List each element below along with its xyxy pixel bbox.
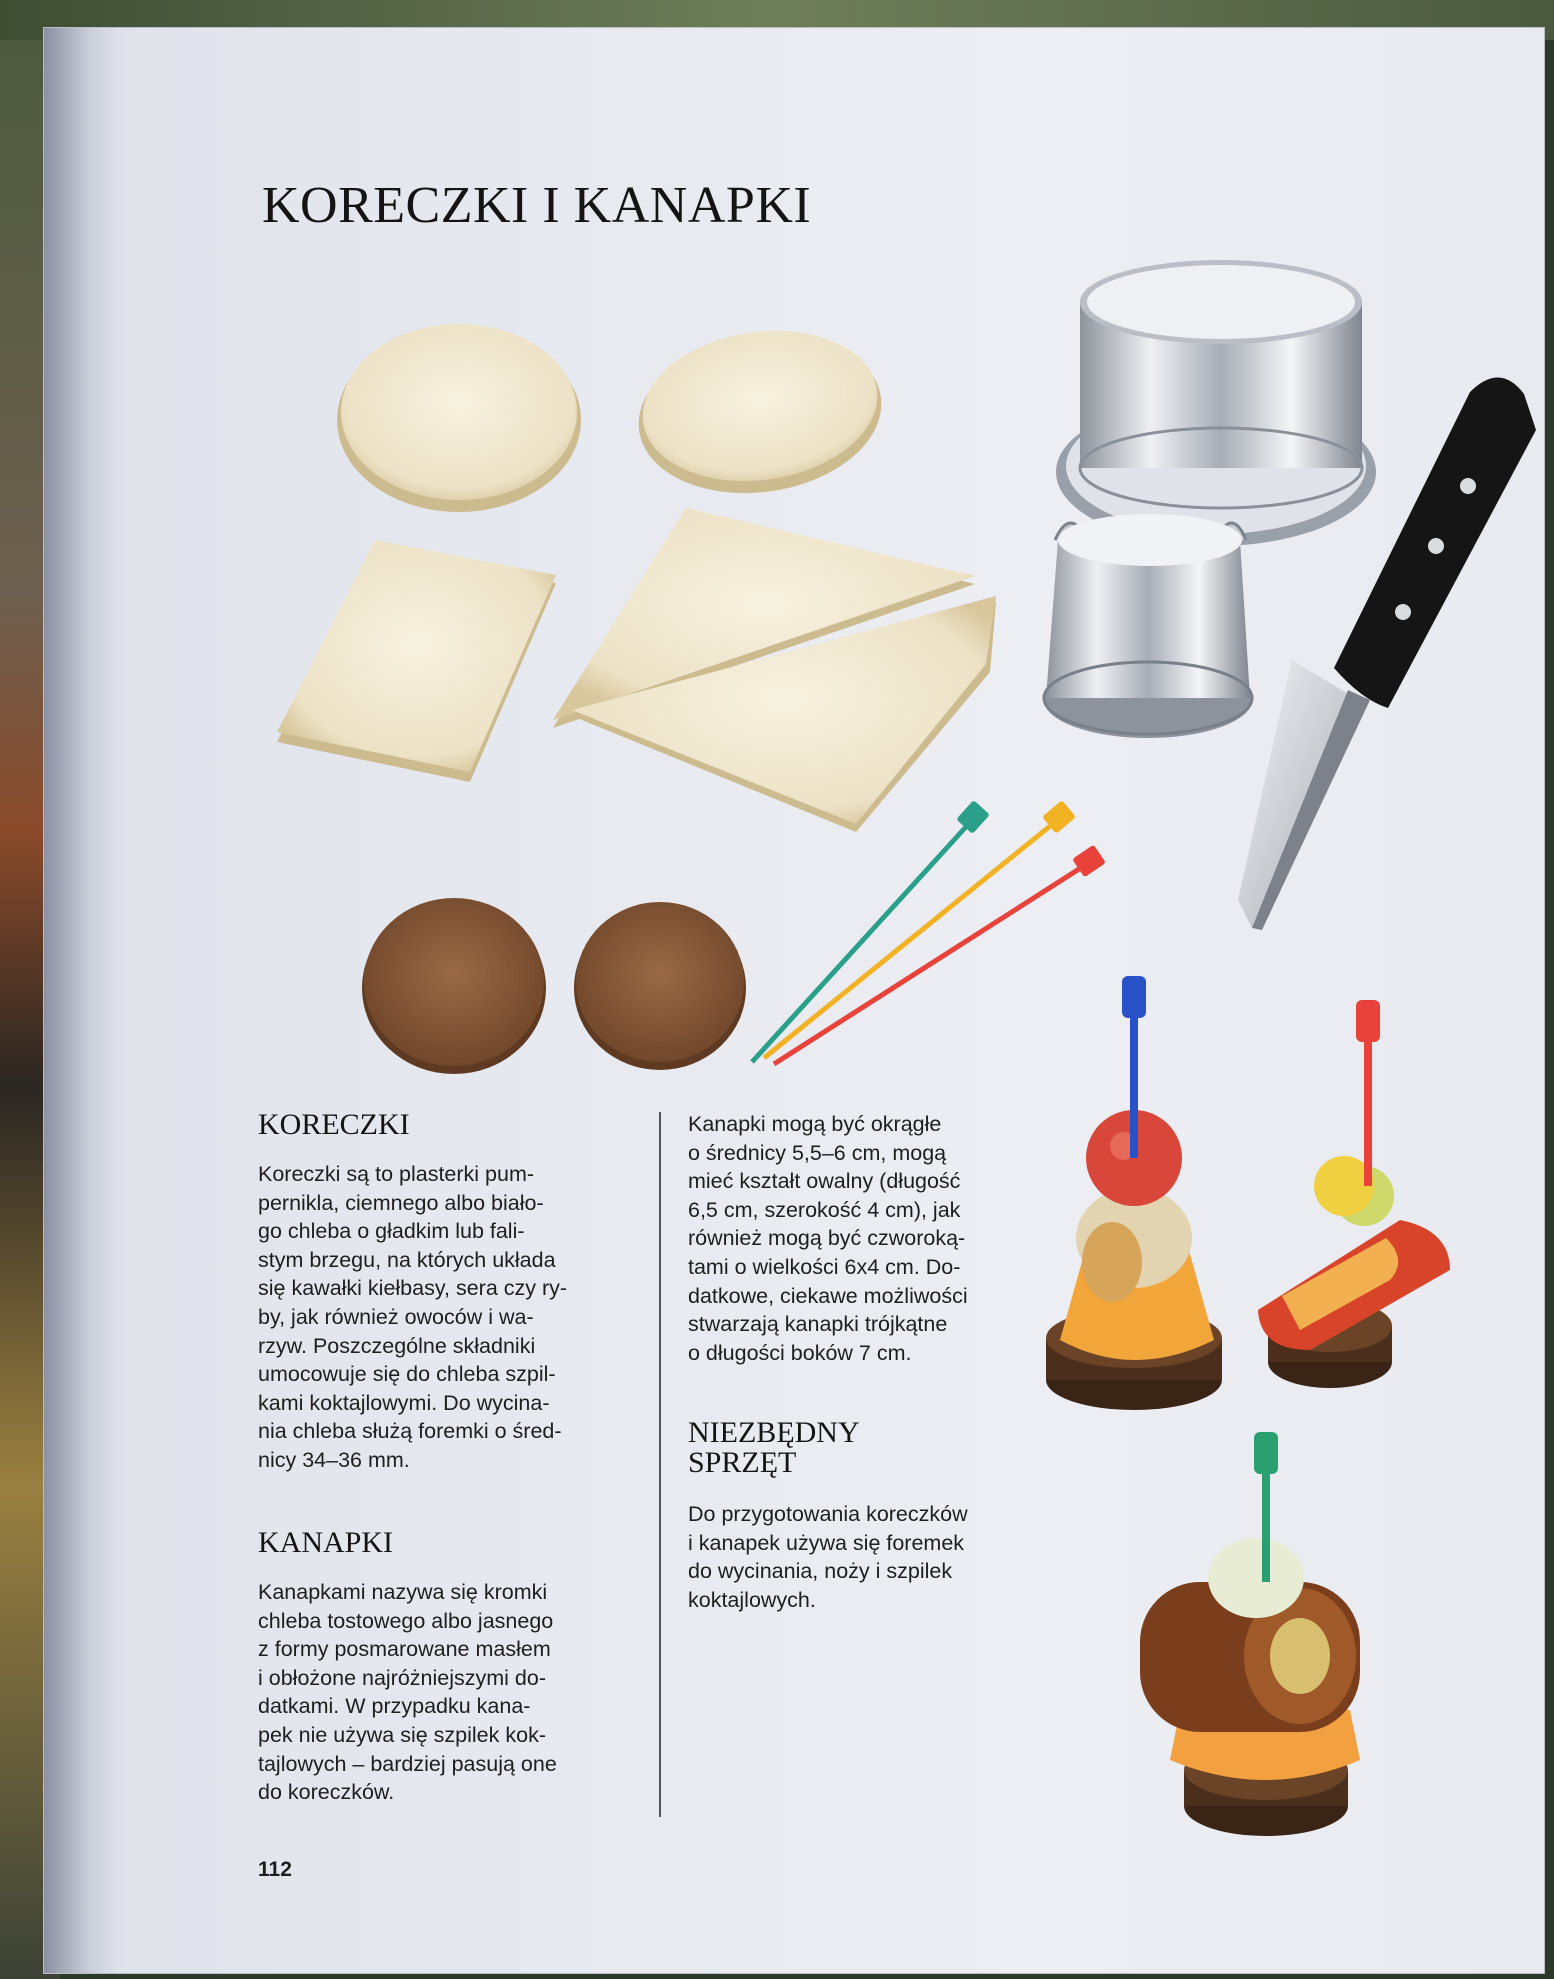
text-line: Koreczki są to plasterki pum- (258, 1162, 535, 1186)
page-number: 112 (258, 1858, 292, 1881)
koreczek-skewer-2 (1258, 1000, 1450, 1388)
text-line: o średnicy 5,5–6 cm, mogą (688, 1140, 947, 1165)
text-line: stwarzają kanapki trójkątne (688, 1312, 948, 1337)
text-line: nicy 34–36 mm. (258, 1447, 410, 1472)
text-line: rzyw. Poszczególne składniki (258, 1333, 536, 1358)
text-line: chleba tostowego albo jasnego (258, 1608, 554, 1633)
text-line: Kanapki mogą być okrągłe (688, 1112, 942, 1136)
text-line: o długości boków 7 cm. (688, 1340, 912, 1365)
oval-bread-slice (628, 316, 891, 508)
kanapki-text (258, 1578, 557, 1807)
round-cutter (1056, 260, 1376, 546)
text-line: tami o wielkości 6x4 cm. Do- (688, 1254, 961, 1279)
text-line: do koreczków. (258, 1780, 395, 1805)
fluted-cutter (1044, 514, 1252, 738)
text-line: koktajlowych. (688, 1587, 816, 1612)
heading-line: NIEZBĘDNY (688, 1416, 860, 1449)
rectangle-bread-slice (277, 540, 556, 782)
text-line: tajlowych – bardziej pasują one (258, 1751, 557, 1776)
koreczki-text (258, 1160, 567, 1475)
cocktail-picks (752, 800, 1106, 1064)
text-line: i kanapek używa się foremek (688, 1530, 965, 1555)
text-line: umocowuje się do chleba szpil- (258, 1362, 556, 1387)
page-title: KORECZKI I KANAPKI (262, 177, 812, 234)
text-line: kami koktajlowymi. Do wycina- (258, 1390, 550, 1415)
section-heading-sprzet (688, 1418, 860, 1478)
kanapki-continued-text (688, 1110, 968, 1367)
text-line: również mogą być czworoką- (688, 1226, 966, 1251)
koreczek-skewer-3 (1140, 1432, 1360, 1836)
text-line: by, jak również owoców i wa- (258, 1304, 534, 1329)
triangle-bread-slices (553, 508, 996, 832)
section-heading-koreczki: KORECZKI (258, 1108, 410, 1141)
section-heading-kanapki: KANAPKI (258, 1526, 393, 1559)
text-line: mieć kształt owalny (długość (688, 1169, 961, 1194)
pumpernickel-rounds (362, 898, 746, 1074)
text-line: go chleba o gładkim lub fali- (258, 1219, 525, 1244)
text-line: pernikla, ciemnego albo biało- (258, 1190, 544, 1215)
round-bread-slice (337, 324, 581, 512)
text-line: i obłożone najróżniejszymi do- (258, 1665, 547, 1690)
text-line: datkami. W przypadku kana- (258, 1694, 531, 1719)
text-line: pek nie używa się szpilek kok- (258, 1722, 546, 1747)
sprzet-text (688, 1500, 968, 1614)
text-line: się kawałki kiełbasy, sera czy ry- (258, 1276, 568, 1301)
text-line: nia chleba służą foremki o śred- (258, 1419, 562, 1444)
column-divider (659, 1112, 661, 1817)
heading-line: SPRZĘT (688, 1446, 797, 1479)
text-line: Kanapkami nazywa się kromki (258, 1580, 548, 1604)
koreczek-skewer-1 (1046, 976, 1222, 1410)
text-line: datkowe, ciekawe możliwości (688, 1283, 968, 1308)
text-line: 6,5 cm, szerokość 4 cm), jak (688, 1197, 961, 1222)
text-line: stym brzegu, na których układa (258, 1247, 556, 1272)
text-line: do wycinania, noży i szpilek (688, 1559, 953, 1584)
text-line: Do przygotowania koreczków (688, 1502, 968, 1526)
text-line: z formy posmarowane masłem (258, 1637, 551, 1662)
